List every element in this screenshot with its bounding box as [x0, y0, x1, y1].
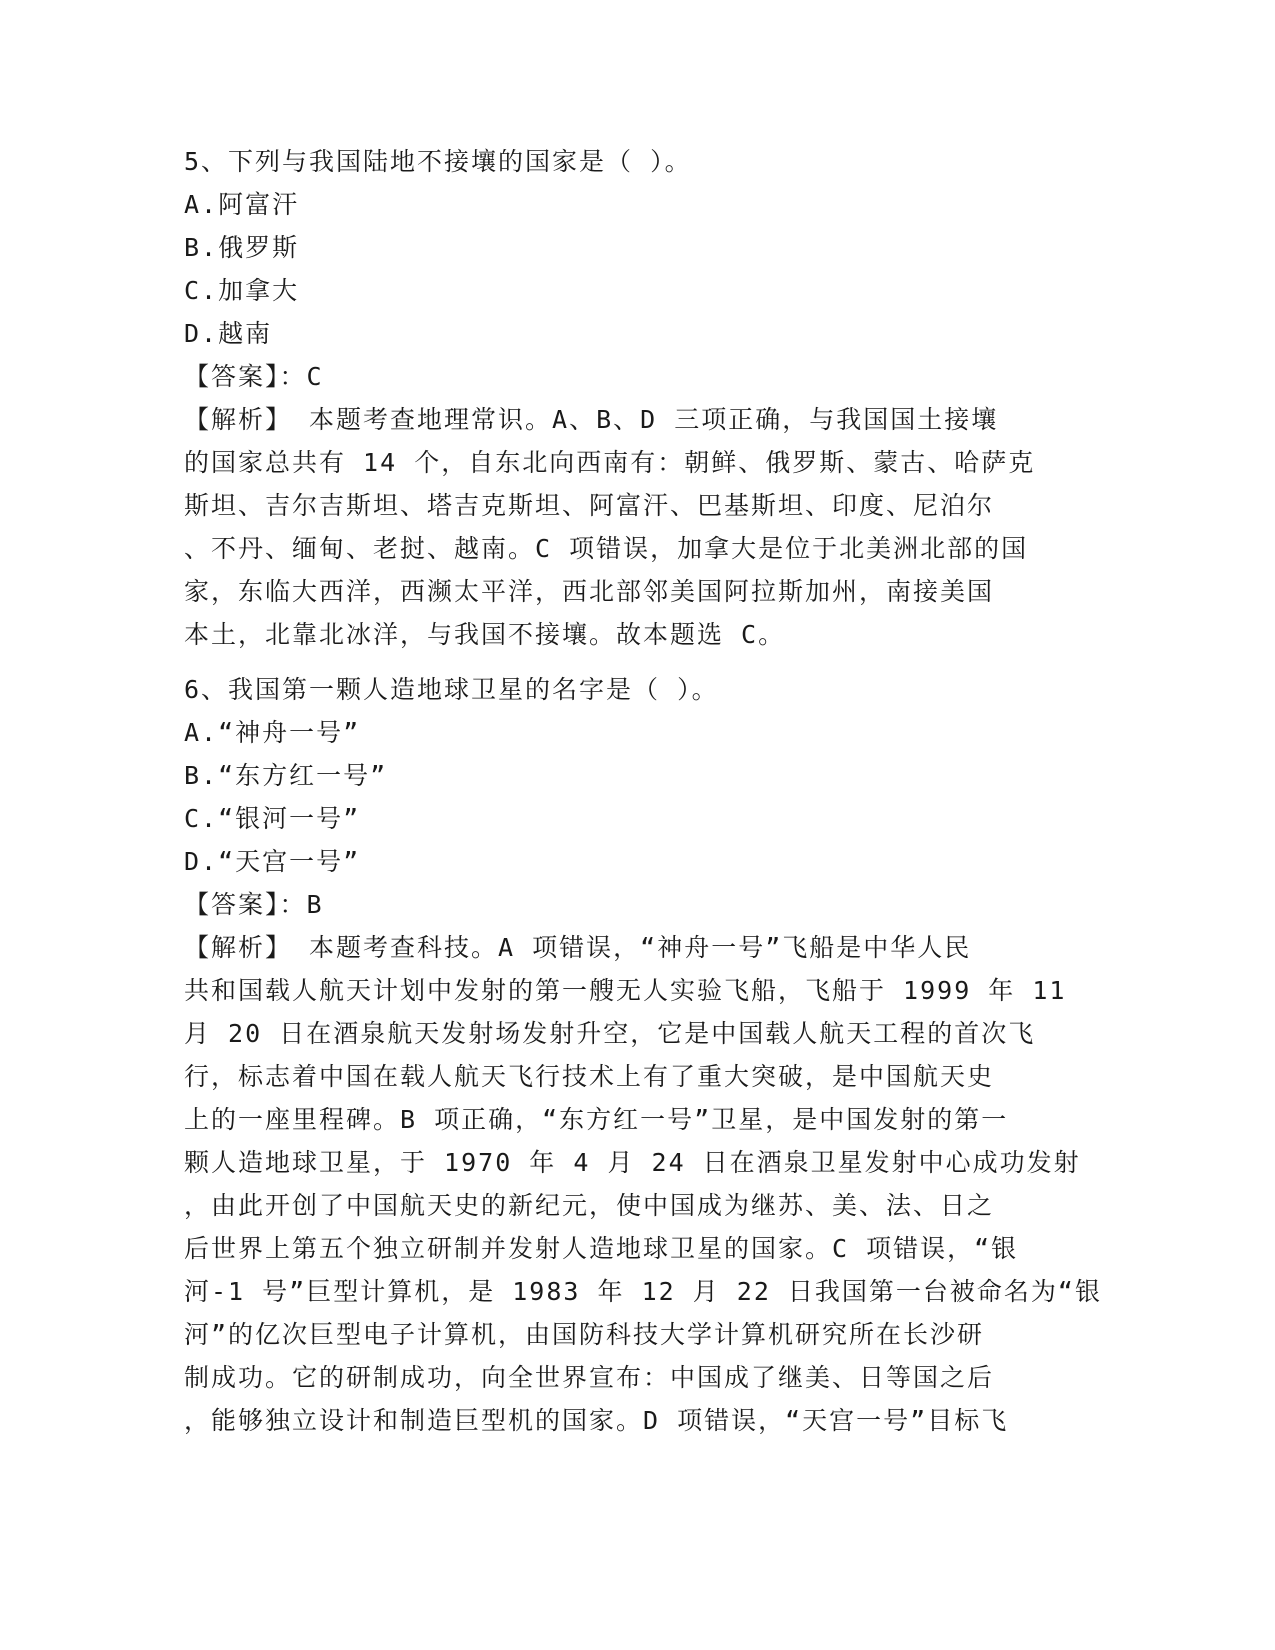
analysis-line: ，能够独立设计和制造巨型机的国家。D 项错误，“天宫一号”目标飞: [184, 1406, 1009, 1435]
analysis-line: 的国家总共有 14 个，自东北向西南有：朝鲜、俄罗斯、蒙古、哈萨克: [184, 448, 1036, 477]
page-content: [184, 140, 1102, 1442]
analysis-line: ，由此开创了中国航天史的新纪元，使中国成为继苏、美、法、日之: [184, 1191, 995, 1220]
option-c: C.“银河一号”: [184, 804, 361, 833]
answer: 【答案】：C: [184, 362, 324, 391]
question-stem: 5、下列与我国陆地不接壤的国家是（ ）。: [184, 147, 692, 176]
question-6: [184, 668, 1102, 1442]
analysis-line: 河”的亿次巨型电子计算机，由国防科技大学计算机研究所在长沙研: [184, 1320, 985, 1349]
analysis-line: 河-1 号”巨型计算机，是 1983 年 12 月 22 日我国第一台被命名为“银: [184, 1277, 1102, 1306]
analysis-line: 、不丹、缅甸、老挝、越南。C 项错误，加拿大是位于北美洲北部的国: [184, 534, 1029, 563]
analysis-line: 月 20 日在酒泉航天发射场发射升空，它是中国载人航天工程的首次飞: [184, 1019, 1036, 1048]
option-b: B.俄罗斯: [184, 233, 300, 262]
analysis-line: 颗人造地球卫星，于 1970 年 4 月 24 日在酒泉卫星发射中心成功发射: [184, 1148, 1081, 1177]
option-b: B.“东方红一号”: [184, 761, 388, 790]
option-d: D.越南: [184, 319, 273, 348]
analysis-line: 斯坦、吉尔吉斯坦、塔吉克斯坦、阿富汗、巴基斯坦、印度、尼泊尔: [184, 491, 995, 520]
analysis-line: 行，标志着中国在载人航天飞行技术上有了重大突破，是中国航天史: [184, 1062, 995, 1091]
option-a: A.阿富汗: [184, 190, 300, 219]
analysis-line: 【解析】 本题考查地理常识。A、B、D 三项正确，与我国国土接壤: [184, 405, 999, 434]
question-5: [184, 140, 1084, 656]
analysis-line: 家，东临大西洋，西濒太平洋，西北部邻美国阿拉斯加州，南接美国: [184, 577, 995, 606]
analysis-line: 后世界上第五个独立研制并发射人造地球卫星的国家。C 项错误，“银: [184, 1234, 1019, 1263]
analysis-line: 【解析】 本题考查科技。A 项错误，“神舟一号”飞船是中华人民: [184, 933, 972, 962]
option-a: A.“神舟一号”: [184, 718, 361, 747]
analysis-line: 共和国载人航天计划中发射的第一艘无人实验飞船，飞船于 1999 年 11: [184, 976, 1067, 1005]
question-spacer: [184, 656, 1084, 668]
answer: 【答案】：B: [184, 890, 324, 919]
question-stem: 6、我国第一颗人造地球卫星的名字是（ ）。: [184, 675, 719, 704]
option-d: D.“天宫一号”: [184, 847, 361, 876]
analysis-line: 制成功。它的研制成功，向全世界宣布：中国成了继美、日等国之后: [184, 1363, 995, 1392]
analysis-line: 上的一座里程碑。B 项正确，“东方红一号”卫星，是中国发射的第一: [184, 1105, 1009, 1134]
option-c: C.加拿大: [184, 276, 300, 305]
analysis-line: 本土，北靠北冰洋，与我国不接壤。故本题选 C。: [184, 620, 786, 649]
